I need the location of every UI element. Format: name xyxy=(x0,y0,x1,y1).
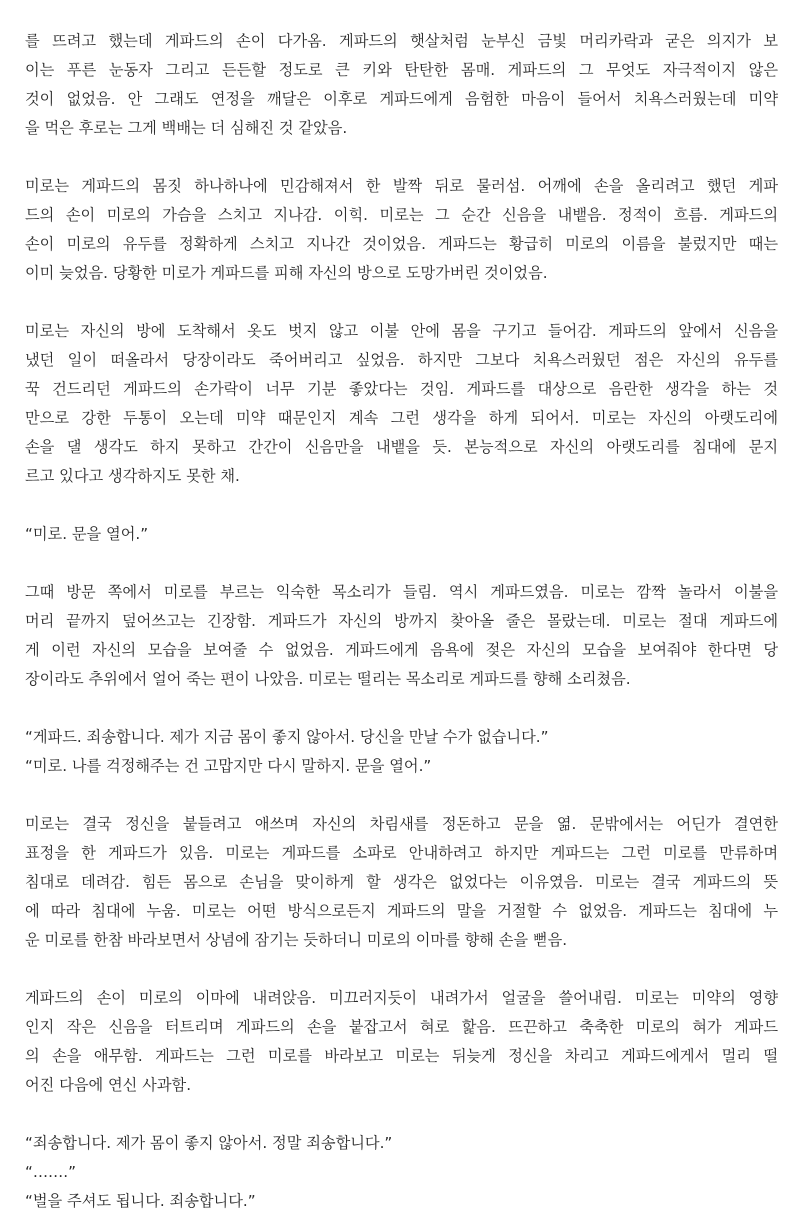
text-line: 것이 없었음. 안 그래도 연정을 깨달은 이후로 게파드에게 음험한 마음이 들어서 치욕스러웠는데 미약 xyxy=(25,90,778,108)
text-line: 침대로 데려감. 힘든 몸으로 손님을 맞이하게 할 생각은 없었다는 이유였음. 미로는 결국 게파드의 뜻 xyxy=(25,873,778,891)
paragraph xyxy=(25,810,778,955)
text-line: 에 따라 침대에 누움. 미로는 어떤 방식으로든지 게파드의 말을 거절할 수 없었음. 게파드는 침대에 누 xyxy=(25,902,778,920)
text-line: “미로. 나를 걱정해주는 건 고맙지만 다시 말하지. 문을 열어.” xyxy=(25,757,432,775)
dialogue-block xyxy=(25,723,778,781)
text-line: 를 뜨려고 했는데 게파드의 손이 다가옴. 게파드의 햇살처럼 눈부신 금빛 머리카락과 굳은 의지가 보 xyxy=(25,32,778,50)
text-line: 냈던 일이 떠올라서 당장이라도 죽어버리고 싶었음. 하지만 그보다 치욕스러웠던 점은 자신의 유두를 xyxy=(25,351,778,369)
paragraph xyxy=(25,27,778,143)
text-line: 꾹 건드리던 게파드의 손가락이 너무 기분 좋았다는 것임. 게파드를 대상으로 음란한 생각을 하는 것 xyxy=(25,380,778,398)
text-line: “벌을 주셔도 됩니다. 죄송합니다.” xyxy=(25,1192,256,1210)
text-line: 손을 댈 생각도 하지 못하고 간간이 신음만을 내뱉을 듯. 본능적으로 자신의 아랫도리를 침대에 문지 xyxy=(25,438,778,456)
text-line: 르고 있다고 생각하지도 못한 채. xyxy=(25,467,240,485)
text-line: 표정을 한 게파드가 있음. 미로는 게파드를 소파로 안내하려고 하지만 게파드는 그런 미로를 만류하며 xyxy=(25,844,778,862)
dialogue-block xyxy=(25,1129,778,1216)
text-line: 손이 미로의 유두를 정확하게 스치고 지나간 것이었음. 게파드는 황급히 미로의 이름을 불렀지만 때는 xyxy=(25,235,778,253)
text-line: 을 먹은 후로는 그게 백배는 더 심해진 것 같았음. xyxy=(25,119,348,137)
text-line: 장이라도 추위에서 얼어 죽는 편이 나았음. 미로는 떨리는 목소리로 게파드를 향해 소리쳤음. xyxy=(25,670,631,688)
text-line: “…….” xyxy=(25,1163,76,1181)
text-line: 드의 손이 미로의 가슴을 스치고 지나감. 이힉. 미로는 그 순간 신음을 내뱉음. 정적이 흐름. 게파드의 xyxy=(25,206,778,224)
text-line: “미로. 문을 열어.” xyxy=(25,525,149,543)
text-line: 만으로 강한 두통이 오는데 미약 때문인지 계속 그런 생각을 하게 되어서. 미로는 자신의 아랫도리에 xyxy=(25,409,778,427)
text-line: 그때 방문 쪽에서 미로를 부르는 익숙한 목소리가 들림. 역시 게파드였음. 미로는 깜짝 놀라서 이불을 xyxy=(25,583,778,601)
text-line: 미로는 결국 정신을 붙들려고 애쓰며 자신의 차림새를 정돈하고 문을 엶. 문밖에서는 어딘가 결연한 xyxy=(25,815,778,833)
paragraph xyxy=(25,984,778,1100)
text-line: “죄송합니다. 제가 몸이 좋지 않아서. 정말 죄송합니다.” xyxy=(25,1134,393,1152)
paragraph xyxy=(25,578,778,694)
text-line: 인지 작은 신음을 터트리며 게파드의 손을 붙잡고서 혀로 핥음. 뜨끈하고 축축한 미로의 혀가 게파드 xyxy=(25,1018,778,1036)
text-line: 게파드의 손이 미로의 이마에 내려앉음. 미끄러지듯이 내려가서 얼굴을 쓸어내림. 미로는 미약의 영향 xyxy=(25,989,778,1007)
text-line: 머리 끝까지 덮어쓰고는 긴장함. 게파드가 자신의 방까지 찾아올 줄은 몰랐는데. 미로는 절대 게파드에 xyxy=(25,612,778,630)
text-line: 게 이런 자신의 모습을 보여줄 수 없었음. 게파드에게 음욕에 젖은 자신의 모습을 보여줘야 한다면 당 xyxy=(25,641,778,659)
text-line: 이는 푸른 눈동자 그리고 든든할 정도로 큰 키와 탄탄한 몸매. 게파드의 그 무엇도 자극적이지 않은 xyxy=(25,61,778,79)
text-line: 운 미로를 한참 바라보면서 상념에 잠기는 듯하더니 미로의 이마를 향해 손을 뻗음. xyxy=(25,931,568,949)
paragraph xyxy=(25,317,778,491)
text-line: 어진 다음에 연신 사과함. xyxy=(25,1076,192,1094)
text-line: 의 손을 애무함. 게파드는 그런 미로를 바라보고 미로는 뒤늦게 정신을 차리고 게파드에게서 멀리 떨 xyxy=(25,1047,778,1065)
text-line: 미로는 자신의 방에 도착해서 옷도 벗지 않고 이불 안에 몸을 구기고 들어감. 게파드의 앞에서 신음을 xyxy=(25,322,778,340)
text-line: 이미 늦었음. 당황한 미로가 게파드를 피해 자신의 방으로 도망가버린 것이었음. xyxy=(25,264,548,282)
text-line: 미로는 게파드의 몸짓 하나하나에 민감해져서 한 발짝 뒤로 물러섬. 어깨에 손을 올리려고 했던 게파 xyxy=(25,177,778,195)
paragraph xyxy=(25,172,778,288)
dialogue-block xyxy=(25,520,778,549)
text-line: “게파드. 죄송합니다. 제가 지금 몸이 좋지 않아서. 당신을 만날 수가 없습니다.” xyxy=(25,728,549,746)
